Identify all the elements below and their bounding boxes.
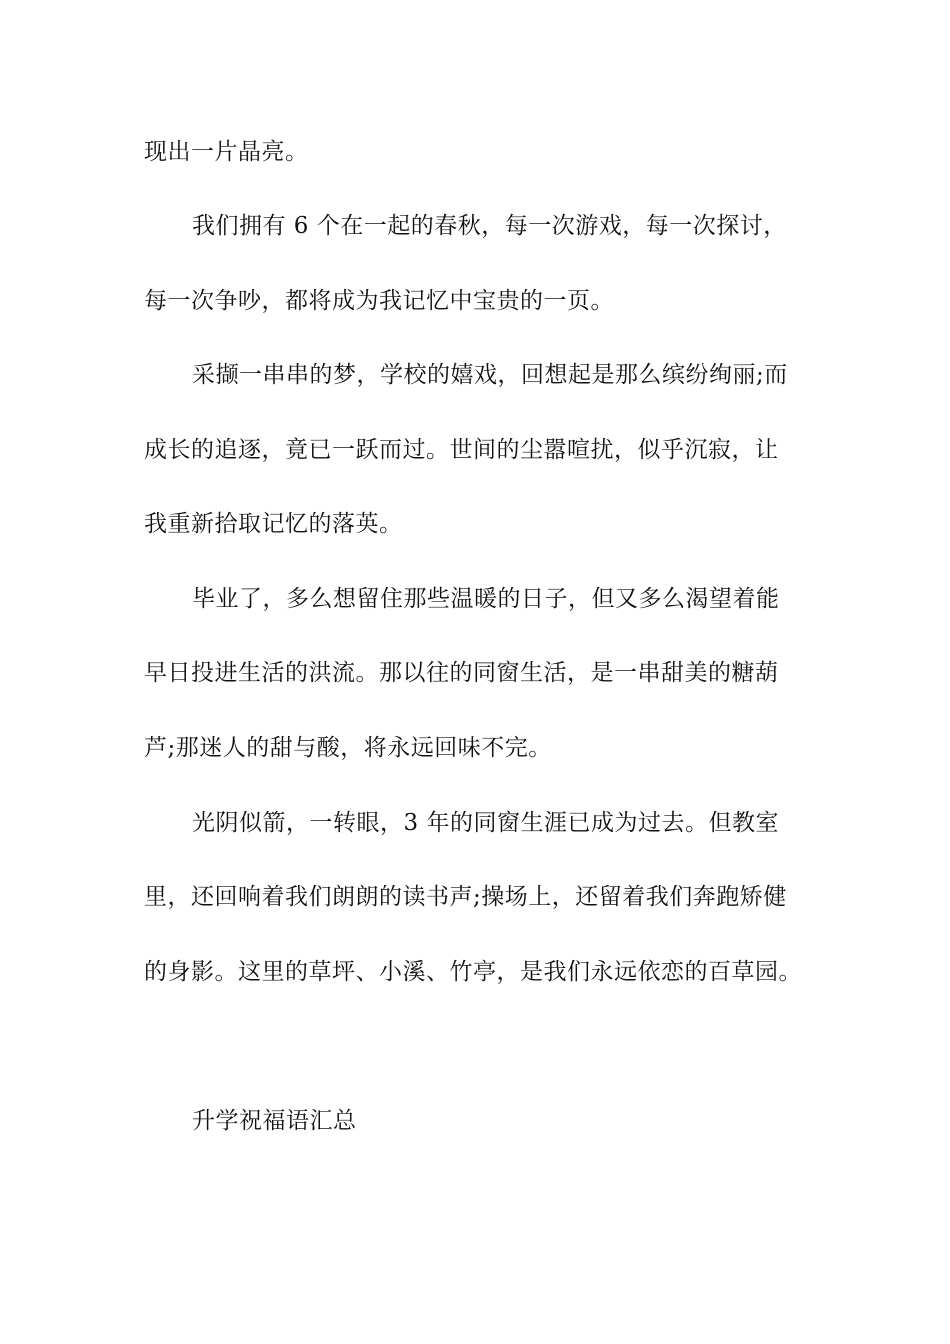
paragraph-line: 毕业了，多么想留住那些温暖的日子，但又多么渴望着能: [192, 586, 780, 612]
paragraph-line: 早日投进生活的洪流。那以往的同窗生活，是一串甜美的糖葫: [144, 660, 779, 686]
paragraph-line: 现出一片晶亮。: [144, 139, 309, 165]
paragraph-line: 我重新拾取记忆的落英。: [144, 511, 403, 537]
paragraph-line: 采撷一串串的梦，学校的嬉戏，回想起是那么缤纷绚丽;而: [192, 362, 788, 388]
paragraph-line: 的身影。这里的草坪、小溪、竹亭，是我们永远依恋的百草园。: [144, 959, 802, 985]
paragraph-line: 每一次争吵，都将成为我记忆中宝贵的一页。: [144, 288, 614, 314]
paragraph-line: 成长的追逐，竟已一跃而过。世间的尘嚣喧扰，似乎沉寂，让: [144, 437, 779, 463]
paragraph-line: 芦;那迷人的甜与酸，将永远回味不完。: [144, 735, 552, 761]
paragraph-line: 里，还回响着我们朗朗的读书声;操场上，还留着我们奔跑矫健: [144, 884, 787, 910]
section-heading: 升学祝福语汇总: [192, 1108, 357, 1134]
paragraph-line: 我们拥有 6 个在一起的春秋，每一次游戏，每一次探讨，: [192, 213, 787, 239]
paragraph-line: 光阴似箭，一转眼，3 年的同窗生涯已成为过去。但教室: [192, 810, 779, 836]
